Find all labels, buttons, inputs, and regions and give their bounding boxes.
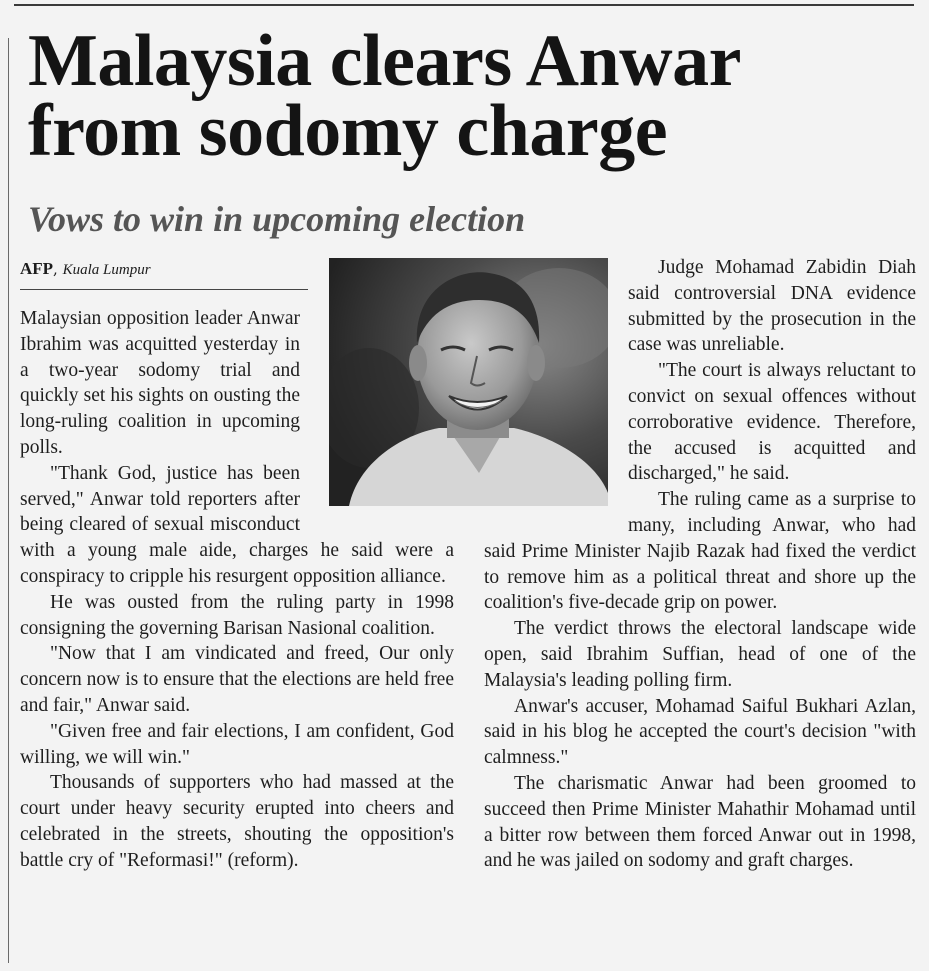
- paragraph: "The court is always reluctant to convict on sexual offences without corroborative evidence. Therefore, the accused is acquitted and discharged," he said.: [628, 360, 916, 485]
- paragraph: Thousands of supporters who had massed at the court under heavy security erupted into cheers and celebrated in the streets, shouting the opposition's battle cry of "Reformasi!" (reform).: [20, 772, 454, 871]
- paragraph: Anwar's accuser, Mohamad Saiful Bukhari Azlan, said in his blog he accepted the court's decision "with calmness.": [484, 695, 916, 769]
- subheadline: Vows to win in upcoming election: [28, 199, 526, 239]
- paragraph: Judge Mohamad Zabidin Diah said controversial DNA evidence submitted by the prosecution in the case was unreliable.: [628, 257, 916, 356]
- byline-rule: [20, 289, 308, 290]
- paragraph: Malaysian opposition leader Anwar Ibrahim was acquitted yesterday in a two-year sodomy trial and quickly set his sights on ousting the long-ruling coalition in upcoming polls.: [20, 308, 300, 458]
- paragraph: He was ousted from the ruling party in 1998 consigning the governing Barisan Nasional coalition.: [20, 591, 454, 639]
- article-column-2: [484, 255, 916, 874]
- byline: AFP, Kuala Lumpur: [20, 259, 151, 278]
- paragraph: The charismatic Anwar had been groomed to succeed then Prime Minister Mahathir Mohamad until a bitter row between them forced Anwar out in 1998, and he was jailed on sodomy and graft charges.: [484, 772, 916, 872]
- paragraph: "Given free and fair elections, I am confident, God willing, we will win.": [20, 720, 454, 768]
- byline-agency: AFP: [20, 259, 54, 278]
- paragraph: The verdict throws the electoral landscape wide open, said Ibrahim Suffian, head of one of the Malaysia's leading polling firm.: [484, 618, 916, 691]
- paragraph: "Now that I am vindicated and freed, Our only concern now is to ensure that the elections are held free and fair," Anwar said.: [20, 643, 454, 716]
- paragraph: The ruling came as a surprise to many, including Anwar, who had said Prime Minister Najib Razak had fixed the verdict to remove him as a political threat and shore up the coalition's five-decade grip on power.: [484, 489, 916, 614]
- byline-city: Kuala Lumpur: [62, 262, 151, 278]
- column-rule-left: [8, 38, 9, 963]
- article-column-1: [20, 306, 454, 874]
- top-rule: [14, 4, 914, 6]
- headline: Malaysia clears Anwar from sodomy charge: [28, 20, 740, 172]
- paragraph: "Thank God, justice has been served," Anwar told reporters after being cleared of sexual misconduct with a young male aide, charges he said were a conspiracy to cripple his resurgent opposition alliance.: [20, 462, 454, 587]
